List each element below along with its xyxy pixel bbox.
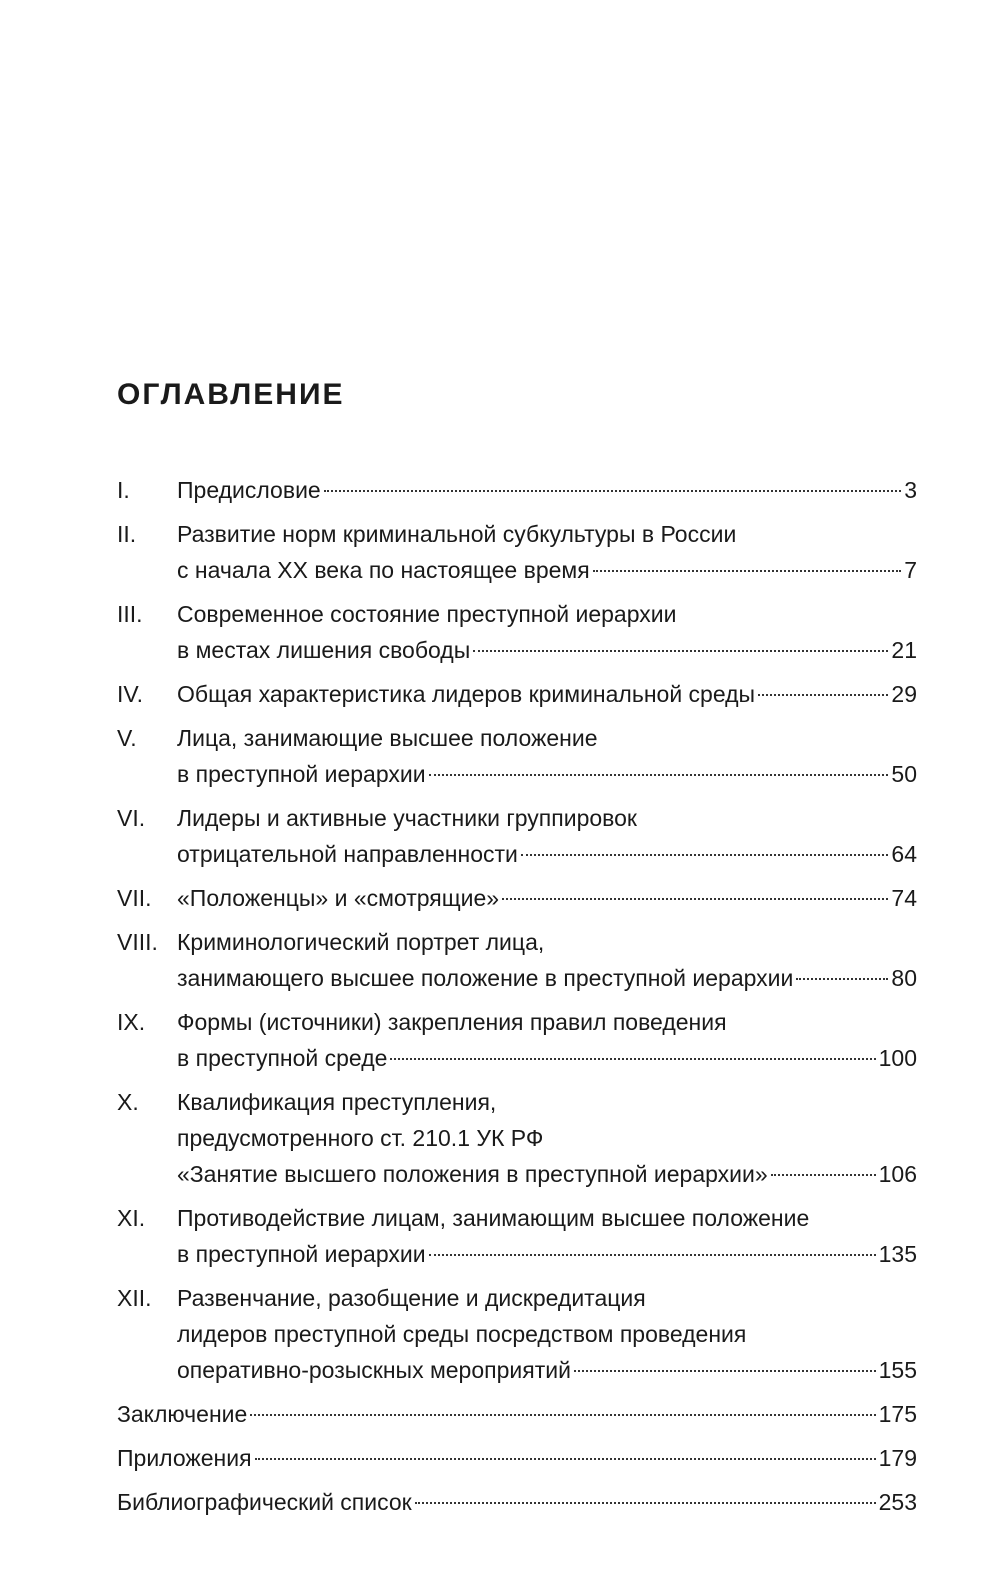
toc-entry	[117, 1004, 917, 1076]
chapter-number: VIII.	[117, 929, 158, 955]
chapter-number: I.	[117, 477, 130, 503]
chapter-title-line: Противодействие лицам, занимающим высшее положение	[177, 1205, 810, 1231]
page-number: 21	[891, 637, 917, 663]
chapter-title-line: оперативно-розыскных мероприятий	[177, 1357, 571, 1383]
page-title: ОГЛАВЛЕНИЕ	[117, 378, 345, 411]
toc-back-matter-entry	[117, 1396, 917, 1432]
dot-leader	[473, 650, 888, 652]
toc-entry	[117, 472, 917, 508]
dot-leader	[324, 490, 901, 492]
chapter-title-line: Предисловие	[177, 477, 321, 503]
page-number: 175	[878, 1401, 917, 1427]
chapter-title-line: в преступной иерархии	[177, 761, 426, 787]
back-matter-label: Библиографический список	[117, 1489, 412, 1515]
dot-leader	[255, 1458, 876, 1460]
chapter-title-line: отрицательной направленности	[177, 841, 518, 867]
chapter-number: IV.	[117, 681, 144, 707]
dot-leader	[390, 1058, 875, 1060]
chapter-title-line: «Положенцы» и «смотрящие»	[177, 885, 500, 911]
chapter-title-line: в преступной среде	[177, 1045, 388, 1071]
toc-entry	[117, 1200, 917, 1272]
dot-leader	[521, 854, 889, 856]
chapter-title-line: предусмотренного ст. 210.1 УК РФ	[177, 1125, 544, 1151]
chapter-number: VI.	[117, 805, 146, 831]
dot-leader	[429, 1254, 876, 1256]
toc-entry	[117, 676, 917, 712]
page-number: 106	[878, 1161, 917, 1187]
chapter-number: II.	[117, 521, 137, 547]
chapter-number: IX.	[117, 1009, 146, 1035]
chapter-number: III.	[117, 601, 143, 627]
chapter-title-line: Формы (источники) закрепления правил поведения	[177, 1009, 727, 1035]
page-number: 253	[878, 1489, 917, 1515]
chapter-title-line: «Занятие высшего положения в преступной иерархии»	[177, 1161, 768, 1187]
toc-entry	[117, 1280, 917, 1388]
toc-entry	[117, 596, 917, 668]
toc-entry	[117, 720, 917, 792]
dot-leader	[429, 774, 889, 776]
toc-entry	[117, 800, 917, 872]
chapter-title-line: Развитие норм криминальной субкультуры в России	[177, 521, 737, 547]
page-number: 64	[891, 841, 917, 867]
chapter-number: VII.	[117, 885, 152, 911]
page-number: 100	[878, 1045, 917, 1071]
chapter-number: XII.	[117, 1285, 152, 1311]
table-of-contents	[117, 472, 917, 1520]
chapter-number: XI.	[117, 1205, 146, 1231]
chapter-title-line: с начала XX века по настоящее время	[177, 557, 590, 583]
page-number: 80	[891, 965, 917, 991]
dot-leader	[771, 1174, 876, 1176]
chapter-number: V.	[117, 725, 137, 751]
page-number: 74	[891, 885, 917, 911]
chapter-title-line: в местах лишения свободы	[177, 637, 471, 663]
chapter-title-line: Лидеры и активные участники группировок	[177, 805, 637, 831]
toc-entry	[117, 516, 917, 588]
toc-entry	[117, 880, 917, 916]
chapter-title-line: Квалификация преступления,	[177, 1089, 497, 1115]
chapter-title-line: занимающего высшее положение в преступной иерархии	[177, 965, 794, 991]
chapter-number: X.	[117, 1089, 139, 1115]
toc-entry	[117, 924, 917, 996]
chapter-title-line: лидеров преступной среды посредством проведения	[177, 1321, 747, 1347]
toc-back-matter-entry	[117, 1484, 917, 1520]
dot-leader	[574, 1370, 876, 1372]
dot-leader	[415, 1502, 876, 1504]
dot-leader	[796, 978, 888, 980]
page-number: 135	[878, 1241, 917, 1267]
page-number: 3	[904, 477, 917, 503]
back-matter-label: Заключение	[117, 1401, 248, 1427]
toc-back-matter-entry	[117, 1440, 917, 1476]
dot-leader	[758, 694, 888, 696]
chapter-title-line: Современное состояние преступной иерархии	[177, 601, 677, 627]
page-number: 7	[904, 557, 917, 583]
back-matter-label: Приложения	[117, 1445, 252, 1471]
chapter-title-line: Развенчание, разобщение и дискредитация	[177, 1285, 646, 1311]
chapter-title-line: в преступной иерархии	[177, 1241, 426, 1267]
toc-entry	[117, 1084, 917, 1192]
dot-leader	[250, 1414, 875, 1416]
dot-leader	[593, 570, 902, 572]
dot-leader	[502, 898, 888, 900]
page-number: 29	[891, 681, 917, 707]
page-number: 50	[891, 761, 917, 787]
page-number: 179	[878, 1445, 917, 1471]
chapter-title-line: Лица, занимающие высшее положение	[177, 725, 598, 751]
chapter-title-line: Криминологический портрет лица,	[177, 929, 545, 955]
page-number: 155	[878, 1357, 917, 1383]
chapter-title-line: Общая характеристика лидеров криминальной среды	[177, 681, 756, 707]
